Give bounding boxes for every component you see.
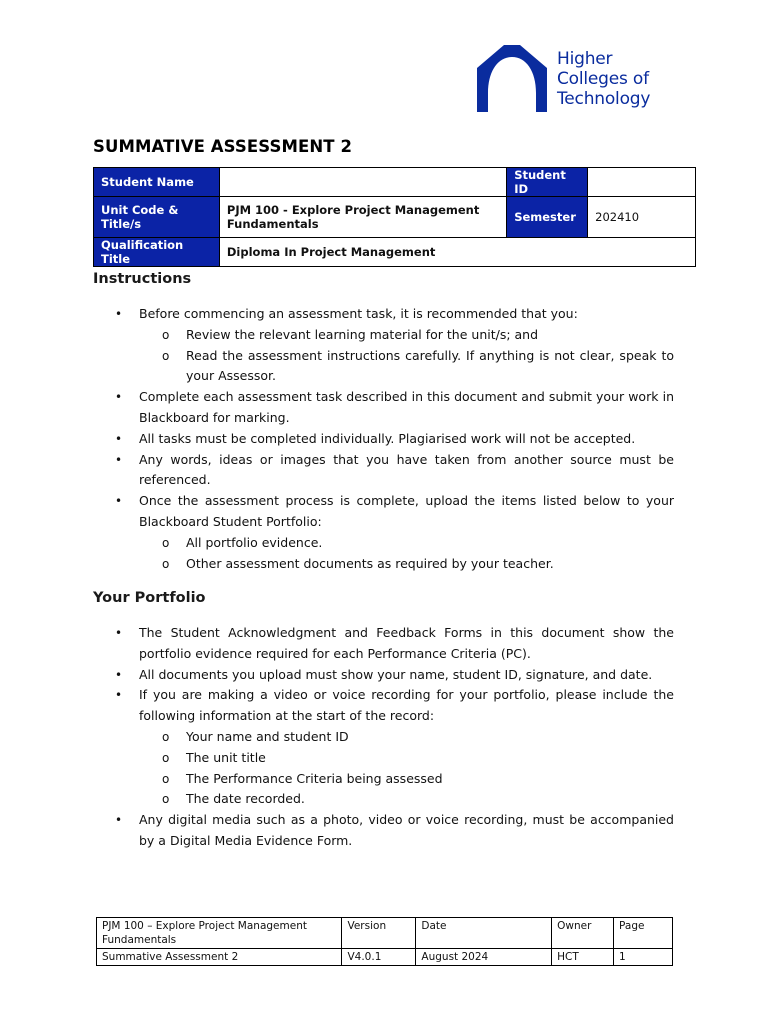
list-item-text: All tasks must be completed individually. Plagiarised work will not be accepted.	[139, 430, 636, 446]
table-row	[94, 168, 696, 197]
list-item-text: All portfolio evidence.	[186, 534, 323, 550]
semester-label: Semester	[507, 197, 588, 238]
list-item	[93, 429, 674, 450]
student-name-field[interactable]	[219, 168, 506, 197]
unit-code-label: Unit Code & Title/s	[94, 197, 220, 238]
list-item-text: Review the relevant learning material for the unit/s; and	[186, 326, 539, 342]
logo-wordmark	[557, 49, 650, 109]
bullet-icon: •	[115, 431, 123, 446]
list-item-text: Read the assessment instructions carefully. If anything is not clear, speak to your Assessor.	[186, 347, 674, 384]
list-item-text: Any words, ideas or images that you have taken from another source must be referenced.	[139, 451, 674, 488]
list-item-text: Your name and student ID	[186, 728, 349, 744]
bullet-icon: •	[115, 626, 123, 640]
bullet-icon: •	[115, 307, 123, 321]
sub-list-item	[93, 789, 674, 810]
list-item-text: The Student Acknowledgment and Feedback Forms in this document show the portfolio evidence required for each Performance Criteria (PC).	[139, 625, 674, 661]
sub-list-item	[93, 346, 674, 388]
sub-list-item	[93, 727, 674, 748]
footer-version-value: V4.0.1	[342, 949, 416, 966]
list-item-text: If you are making a video or voice recording for your portfolio, please include the following information at the start of the record:	[139, 687, 674, 724]
sub-list-item	[93, 325, 674, 346]
list-item	[93, 450, 674, 492]
student-id-field[interactable]	[588, 168, 696, 197]
sub-list-item	[93, 533, 674, 554]
bullet-icon: •	[115, 813, 123, 828]
sub-list-item	[93, 554, 674, 575]
table-row	[97, 949, 673, 966]
footer-page-value: 1	[614, 949, 673, 966]
table-row	[94, 197, 696, 238]
qualification-value: Diploma In Project Management	[219, 238, 695, 267]
list-item-text: Complete each assessment task described in this document and submit your work in Blackboard for marking.	[139, 389, 674, 425]
list-item	[93, 685, 674, 727]
list-item-text: The unit title	[186, 749, 266, 765]
list-item	[93, 810, 674, 852]
footer-date-label: Date	[416, 918, 552, 949]
instructions-list	[93, 304, 674, 574]
list-item	[93, 623, 674, 665]
sub-bullet-icon: o	[162, 729, 170, 744]
list-item	[93, 491, 674, 533]
portfolio-list	[93, 623, 674, 852]
arch-icon	[474, 42, 550, 114]
footer-unit-title: PJM 100 – Explore Project Management Fundamentals	[97, 918, 342, 949]
sub-bullet-icon: o	[162, 556, 170, 571]
document-footer-table	[96, 917, 673, 966]
sub-bullet-icon: o	[162, 327, 170, 342]
list-item-text: All documents you upload must show your name, student ID, signature, and date.	[139, 666, 653, 682]
bullet-icon: •	[115, 667, 123, 682]
table-row	[97, 918, 673, 949]
footer-owner-label: Owner	[552, 918, 614, 949]
list-item	[93, 387, 674, 429]
table-row	[94, 238, 696, 267]
sub-list-item	[93, 748, 674, 769]
footer-document-name: Summative Assessment 2	[97, 949, 342, 966]
list-item-text: The Performance Criteria being assessed	[186, 770, 443, 786]
logo-line-3: Technology	[557, 89, 651, 109]
footer-owner-value: HCT	[552, 949, 614, 966]
document-title: SUMMATIVE ASSESSMENT 2	[93, 137, 353, 156]
list-item-text: Once the assessment process is complete, upload the items listed below to your Blackboard Student Portfolio:	[139, 493, 674, 529]
sub-bullet-icon: o	[162, 348, 170, 363]
sub-bullet-icon: o	[162, 792, 170, 807]
list-item-text: Other assessment documents as required by your teacher.	[186, 555, 554, 571]
list-item-text: Any digital media such as a photo, video or voice recording, must be accompanied by a Digital Media Evidence Form.	[139, 812, 674, 848]
semester-value: 202410	[588, 197, 696, 238]
footer-version-label: Version	[342, 918, 416, 949]
sub-bullet-icon: o	[162, 750, 170, 765]
bullet-icon: •	[115, 390, 123, 405]
student-info-table	[93, 167, 696, 267]
list-item	[93, 304, 674, 325]
qualification-label: Qualification Title	[94, 238, 220, 267]
student-name-label: Student Name	[94, 168, 220, 197]
list-item-text: The date recorded.	[186, 791, 305, 807]
footer-page-label: Page	[614, 918, 673, 949]
sub-list-item	[93, 769, 674, 790]
sub-bullet-icon: o	[162, 771, 170, 786]
sub-bullet-icon: o	[162, 535, 170, 550]
hct-logo	[474, 42, 676, 114]
logo-line-2: Colleges of	[557, 69, 649, 89]
unit-code-value: PJM 100 - Explore Project Management Fundamentals	[219, 197, 506, 238]
list-item	[93, 665, 674, 686]
list-item-text: Before commencing an assessment task, it is recommended that you:	[139, 306, 578, 321]
student-id-label: Student ID	[507, 168, 588, 197]
logo-line-1: Higher	[557, 49, 613, 69]
footer-date-value: August 2024	[416, 949, 552, 966]
instructions-heading: Instructions	[93, 271, 192, 287]
bullet-icon: •	[115, 452, 123, 467]
portfolio-heading: Your Portfolio	[93, 590, 206, 606]
bullet-icon: •	[115, 688, 123, 703]
bullet-icon: •	[115, 494, 123, 509]
